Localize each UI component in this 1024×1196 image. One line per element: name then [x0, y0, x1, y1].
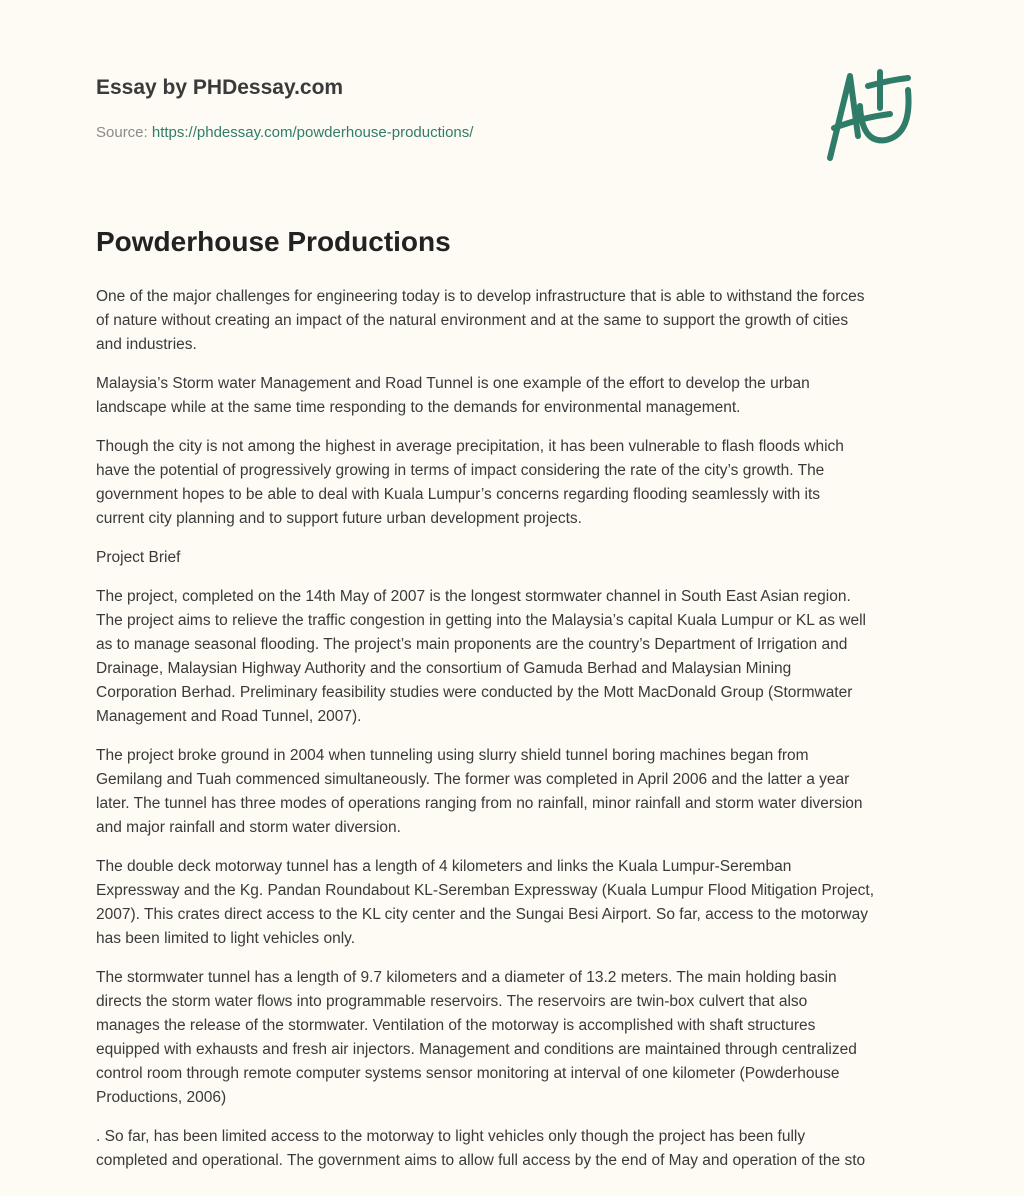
paragraph-line: and industries. [96, 336, 197, 353]
paragraph-line: directs the storm water flows into programmable reservoirs. The reservoirs are twin-box culvert that also [96, 993, 808, 1010]
paragraph-line: Productions, 2006) [96, 1089, 227, 1106]
a-plus-logo-icon [820, 66, 930, 166]
source-link[interactable]: https://phdessay.com/powderhouse-productions/ [151, 124, 474, 141]
paragraph-line: Project Brief [96, 549, 181, 566]
paragraph-line: Malaysia’s Storm water Management and Road Tunnel is one example of the effort to develop the urban [96, 375, 810, 392]
article-paragraph [96, 435, 936, 531]
article-paragraph [96, 1125, 936, 1173]
paragraph-line: later. The tunnel has three modes of operations ranging from no rainfall, minor rainfall and storm water diversion [96, 795, 863, 812]
paragraph-line: equipped with exhausts and fresh air injectors. Management and conditions are maintained through centralized [96, 1041, 857, 1058]
article-body [96, 285, 936, 1188]
paragraph-line: The stormwater tunnel has a length of 9.7 kilometers and a diameter of 13.2 meters. The main holding basin [96, 969, 837, 986]
paragraph-line: Expressway and the Kg. Pandan Roundabout KL-Seremban Expressway (Kuala Lumpur Flood Mitigation Project, [96, 882, 875, 899]
paragraph-line: The project broke ground in 2004 when tunneling using slurry shield tunnel boring machines began from [96, 747, 809, 764]
paragraph-line: Corporation Berhad. Preliminary feasibility studies were conducted by the Mott MacDonald Group (Stormwater [96, 684, 853, 701]
paragraph-line: One of the major challenges for engineering today is to develop infrastructure that is able to withstand the forces [96, 288, 865, 305]
paragraph-line: and major rainfall and storm water diversion. [96, 819, 401, 836]
source-label: Source: [96, 124, 148, 141]
paragraph-line: The project, completed on the 14th May of 2007 is the longest stormwater channel in South East Asian region. [96, 588, 851, 605]
article-title: Powderhouse Productions [96, 226, 451, 257]
paragraph-line: completed and operational. The government aims to allow full access by the end of May and operation of the sto [96, 1152, 866, 1169]
paragraph-line: Drainage, Malaysian Highway Authority and the consortium of Gamuda Berhad and Malaysian Mining [96, 660, 792, 677]
article-paragraph [96, 585, 936, 729]
paragraph-line: as to manage seasonal flooding. The project’s main proponents are the country’s Department of Irrigation and [96, 636, 848, 653]
paragraph-line: government hopes to be able to deal with Kuala Lumpur’s concerns regarding flooding seamlessly with its [96, 486, 821, 503]
paragraph-line: 2007). This crates direct access to the KL city center and the Sungai Besi Airport. So far, access to the motorway [96, 906, 868, 923]
article-paragraph [96, 546, 936, 570]
paragraph-line: Though the city is not among the highest in average precipitation, it has been vulnerable to flash floods which [96, 438, 844, 455]
paragraph-line: The double deck motorway tunnel has a length of 4 kilometers and links the Kuala Lumpur-Seremban [96, 858, 792, 875]
site-title: Essay by PHDessay.com [96, 76, 344, 99]
paragraph-line: . So far, has been limited access to the motorway to light vehicles only though the project has been fully [96, 1128, 806, 1145]
paragraph-line: The project aims to relieve the traffic congestion in getting into the Malaysia’s capital Kuala Lumpur or KL as well [96, 612, 866, 629]
article-paragraph [96, 744, 936, 840]
article-paragraph [96, 966, 936, 1110]
paragraph-line: have the potential of progressively growing in terms of impact considering the rate of the city’s growth. The [96, 462, 825, 479]
paragraph-line: Gemilang and Tuah commenced simultaneously. The former was completed in April 2006 and the latter a year [96, 771, 850, 788]
paragraph-line: landscape while at the same time responding to the demands for environmental management. [96, 399, 741, 416]
paragraph-line: control room through remote computer systems sensor monitoring at interval of one kilometer (Powderhouse [96, 1065, 840, 1082]
paragraph-line: current city planning and to support future urban development projects. [96, 510, 582, 527]
article-paragraph [96, 372, 936, 420]
article-paragraph [96, 285, 936, 357]
paragraph-line: of nature without creating an impact of the natural environment and at the same to support the growth of cities [96, 312, 849, 329]
paragraph-line: Management and Road Tunnel, 2007). [96, 708, 362, 725]
source-line [96, 124, 473, 141]
paragraph-line: manages the release of the stormwater. Ventilation of the motorway is accomplished with shaft structures [96, 1017, 816, 1034]
paragraph-line: has been limited to light vehicles only. [96, 930, 356, 947]
article-paragraph [96, 855, 936, 951]
